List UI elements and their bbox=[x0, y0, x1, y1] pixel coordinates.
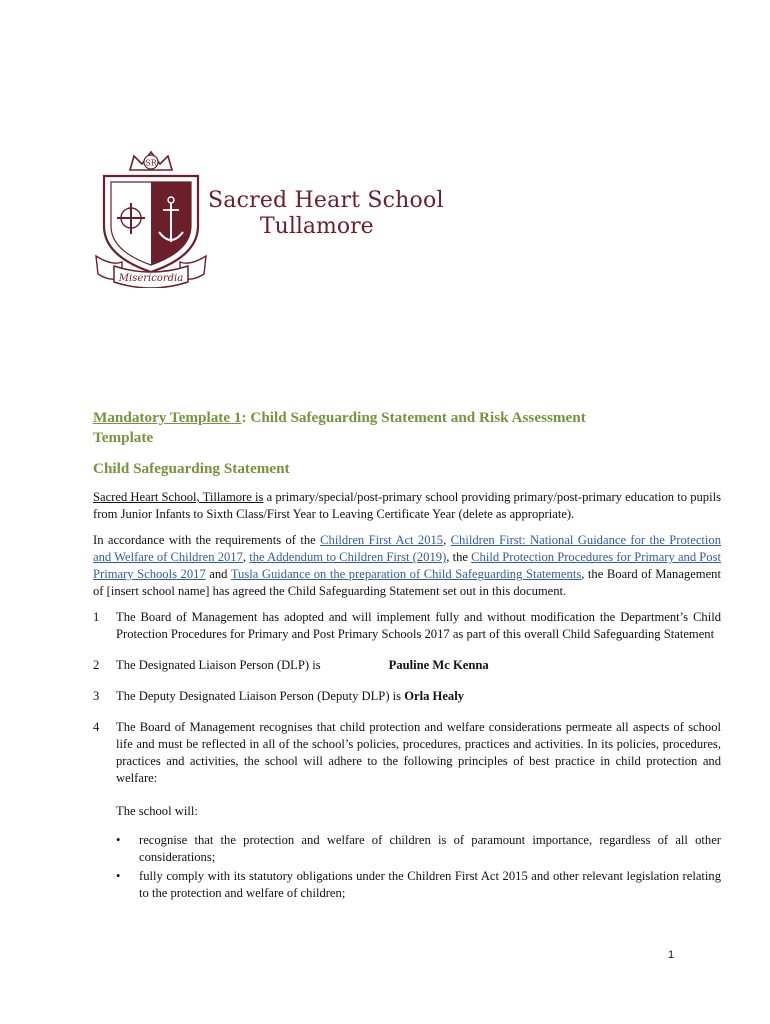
link-tusla-guidance[interactable]: Tusla Guidance on the preparation of Child Safeguarding Statements bbox=[230, 567, 582, 581]
item-text: The Board of Management has adopted and will implement fully and without modification the Department’s Child Protection Procedures for Primary and Post Primary Schools 2017 as part of this overall Child Safeguarding Statement bbox=[116, 610, 721, 641]
school-name-line1: Sacred Heart School bbox=[208, 188, 444, 213]
page-number: 1 bbox=[668, 949, 675, 961]
template-title-rest: : Child Safeguarding Statement and Risk Assessment bbox=[241, 409, 586, 426]
template-title-line2: Template bbox=[93, 429, 154, 446]
accordance-text-1: In accordance with the requirements of the bbox=[93, 533, 321, 547]
intro-paragraph bbox=[93, 489, 721, 523]
numbered-item-3 bbox=[93, 688, 721, 705]
intro-text: a primary/special/post-primary school providing primary/post-primary education to pupils from Junior Infants to Sixth Class/First Year to Leaving Certificate Year (delete as appropriate). bbox=[93, 490, 721, 521]
item-number: 4 bbox=[93, 720, 100, 734]
school-crest-logo bbox=[92, 148, 210, 288]
list-item: • recognise that the protection and welfare of children is of paramount importance, regardless of all other considerations; bbox=[139, 832, 721, 866]
deputy-dlp-label: The Deputy Designated Liaison Person (Deputy DLP) is bbox=[116, 689, 405, 703]
principles-list bbox=[93, 832, 721, 902]
link-child-protection-procedures[interactable]: Child Protection Procedures for Primary and Post Primary Schools 2017 bbox=[93, 550, 721, 581]
accordance-text-3: , bbox=[242, 550, 250, 564]
school-name-line2: Tullamore bbox=[260, 214, 374, 239]
numbered-item-4 bbox=[93, 719, 721, 787]
dlp-name: Pauline Mc Kenna bbox=[388, 658, 489, 672]
school-will-label: The school will: bbox=[116, 804, 198, 818]
item-number: 3 bbox=[93, 689, 100, 703]
item-text bbox=[116, 657, 721, 674]
item-number: 1 bbox=[93, 610, 100, 624]
crest-motto-text: Misericordia bbox=[118, 273, 184, 284]
accordance-text-5: and bbox=[205, 567, 231, 581]
document-body bbox=[93, 408, 721, 904]
item-text: The Board of Management recognises that child protection and welfare considerations permeate all aspects of school life and must be reflected in all of the school’s policies, procedures, practices and activities. In its policies, procedures, practices and activities, the school will adhere to the following principles of best practice in child protection and welfare: bbox=[116, 720, 721, 785]
link-national-guidance[interactable]: Children First: National Guidance for the Protection and Welfare of Children 2017 bbox=[93, 533, 722, 564]
crest-initials-text: SR bbox=[145, 158, 157, 168]
accordance-text-6: , the Board of Management of [insert school name] has agreed the Child Safeguarding Statement set out in this document. bbox=[93, 567, 721, 598]
deputy-dlp-name: Orla Healy bbox=[404, 689, 465, 703]
item-number: 2 bbox=[93, 658, 100, 672]
school-name bbox=[208, 188, 444, 239]
section-heading: Child Safeguarding Statement bbox=[93, 460, 290, 477]
template-title bbox=[93, 408, 721, 448]
numbered-item-2 bbox=[93, 657, 721, 674]
dlp-label: The Designated Liaison Person (DLP) is bbox=[116, 658, 321, 672]
accordance-text-2: , bbox=[443, 533, 451, 547]
numbered-item-1 bbox=[93, 609, 721, 643]
intro-school-name: Sacred Heart School, Tillamore is bbox=[93, 490, 264, 504]
accordance-text-4: , the bbox=[446, 550, 472, 564]
list-item: • fully comply with its statutory obligations under the Children First Act 2015 and other relevant legislation relating to the protection and welfare of children; bbox=[139, 868, 721, 902]
item-text bbox=[116, 688, 721, 705]
template-title-link: Mandatory Template 1 bbox=[93, 409, 242, 426]
link-children-first-act[interactable]: Children First Act 2015 bbox=[320, 533, 444, 547]
link-addendum[interactable]: the Addendum to Children First (2019) bbox=[249, 550, 447, 564]
accordance-paragraph bbox=[93, 532, 721, 600]
